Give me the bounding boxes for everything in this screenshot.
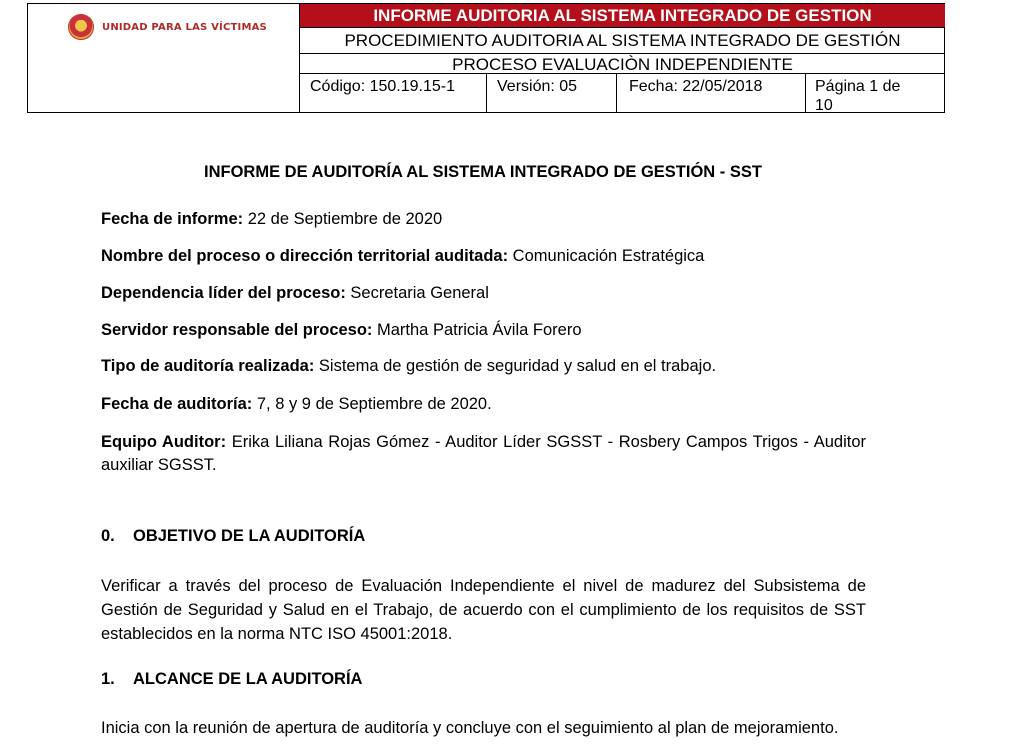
document-version: Versión: 05 — [487, 74, 617, 112]
unidad-victimas-logo — [68, 14, 267, 40]
field-value: 7, 8 y 9 de Septiembre de 2020. — [252, 395, 492, 413]
section-number: 1. — [101, 670, 115, 688]
report-title: INFORME AUDITORIA AL SISTEMA INTEGRADO DE GESTION — [300, 4, 945, 28]
section-number: 0. — [101, 527, 115, 545]
field-value: Martha Patricia Ávila Forero — [372, 321, 582, 339]
field-value: Secretaria General — [345, 284, 489, 302]
process-name: PROCESO EVALUACIÒN INDEPENDIENTE — [452, 55, 793, 73]
field-report-date — [101, 209, 866, 230]
field-label: Servidor responsable del proceso: — [101, 321, 373, 339]
logo-text: UNIDAD PARA LAS VÍCTIMAS — [102, 21, 267, 33]
section-text-scope: Inicia con la reunión de apertura de auditoría y concluye con el seguimiento al plan de mejoramiento. — [101, 719, 839, 737]
page-number-line2: 10 — [815, 97, 833, 114]
section-title: ALCANCE DE LA AUDITORÍA — [133, 670, 363, 688]
field-value: Erika Liliana Rojas Gómez - Auditor Líder SGSST - Rosbery Campos Trigos - Auditor auxiliar SGSST. — [101, 433, 866, 474]
field-label: Fecha de auditoría: — [101, 395, 253, 413]
field-label: Tipo de auditoría realizada: — [101, 357, 315, 375]
coat-of-arms-icon — [68, 14, 94, 40]
field-lead-dependency — [101, 283, 866, 304]
field-value: Sistema de gestión de seguridad y salud en el trabajo. — [314, 357, 717, 375]
field-process-name — [101, 246, 866, 267]
field-value: 22 de Septiembre de 2020 — [243, 210, 443, 228]
document-code: Código: 150.19.15-1 — [300, 74, 487, 112]
field-label: Nombre del proceso o dirección territorial auditada: — [101, 247, 509, 265]
field-label: Fecha de informe: — [101, 210, 244, 228]
document-header — [27, 3, 945, 113]
page-number — [806, 74, 945, 112]
logo-cell — [28, 4, 300, 112]
document-date: Fecha: 22/05/2018 — [617, 74, 806, 112]
field-audit-team — [101, 431, 866, 477]
section-text-objective: Verificar a través del proceso de Evaluación Independiente el nivel de madurez del Subsistema de Gestión de Seguridad y Salud en el Trabajo, de acuerdo con el cumplimiento de los requisitos de SST establecidos en la norma NTC ISO 45001:2018. — [101, 577, 866, 643]
field-value: Comunicación Estratégica — [508, 247, 705, 265]
section-heading-scope — [101, 670, 362, 689]
field-audit-date — [101, 394, 866, 415]
document-title: INFORME DE AUDITORÍA AL SISTEMA INTEGRADO DE GESTIÓN - SST — [204, 163, 762, 181]
field-label: Equipo Auditor: — [101, 433, 227, 451]
section-heading-objective — [101, 527, 365, 546]
procedure-name: PROCEDIMIENTO AUDITORIA AL SISTEMA INTEGRADO DE GESTIÓN — [300, 28, 945, 54]
field-audit-type — [101, 356, 866, 377]
document-meta-row — [300, 73, 945, 112]
page-number-line1: Página 1 de — [815, 78, 901, 95]
section-title: OBJETIVO DE LA AUDITORÍA — [133, 527, 366, 545]
field-label: Dependencia líder del proceso: — [101, 284, 346, 302]
field-responsible-officer — [101, 320, 866, 341]
